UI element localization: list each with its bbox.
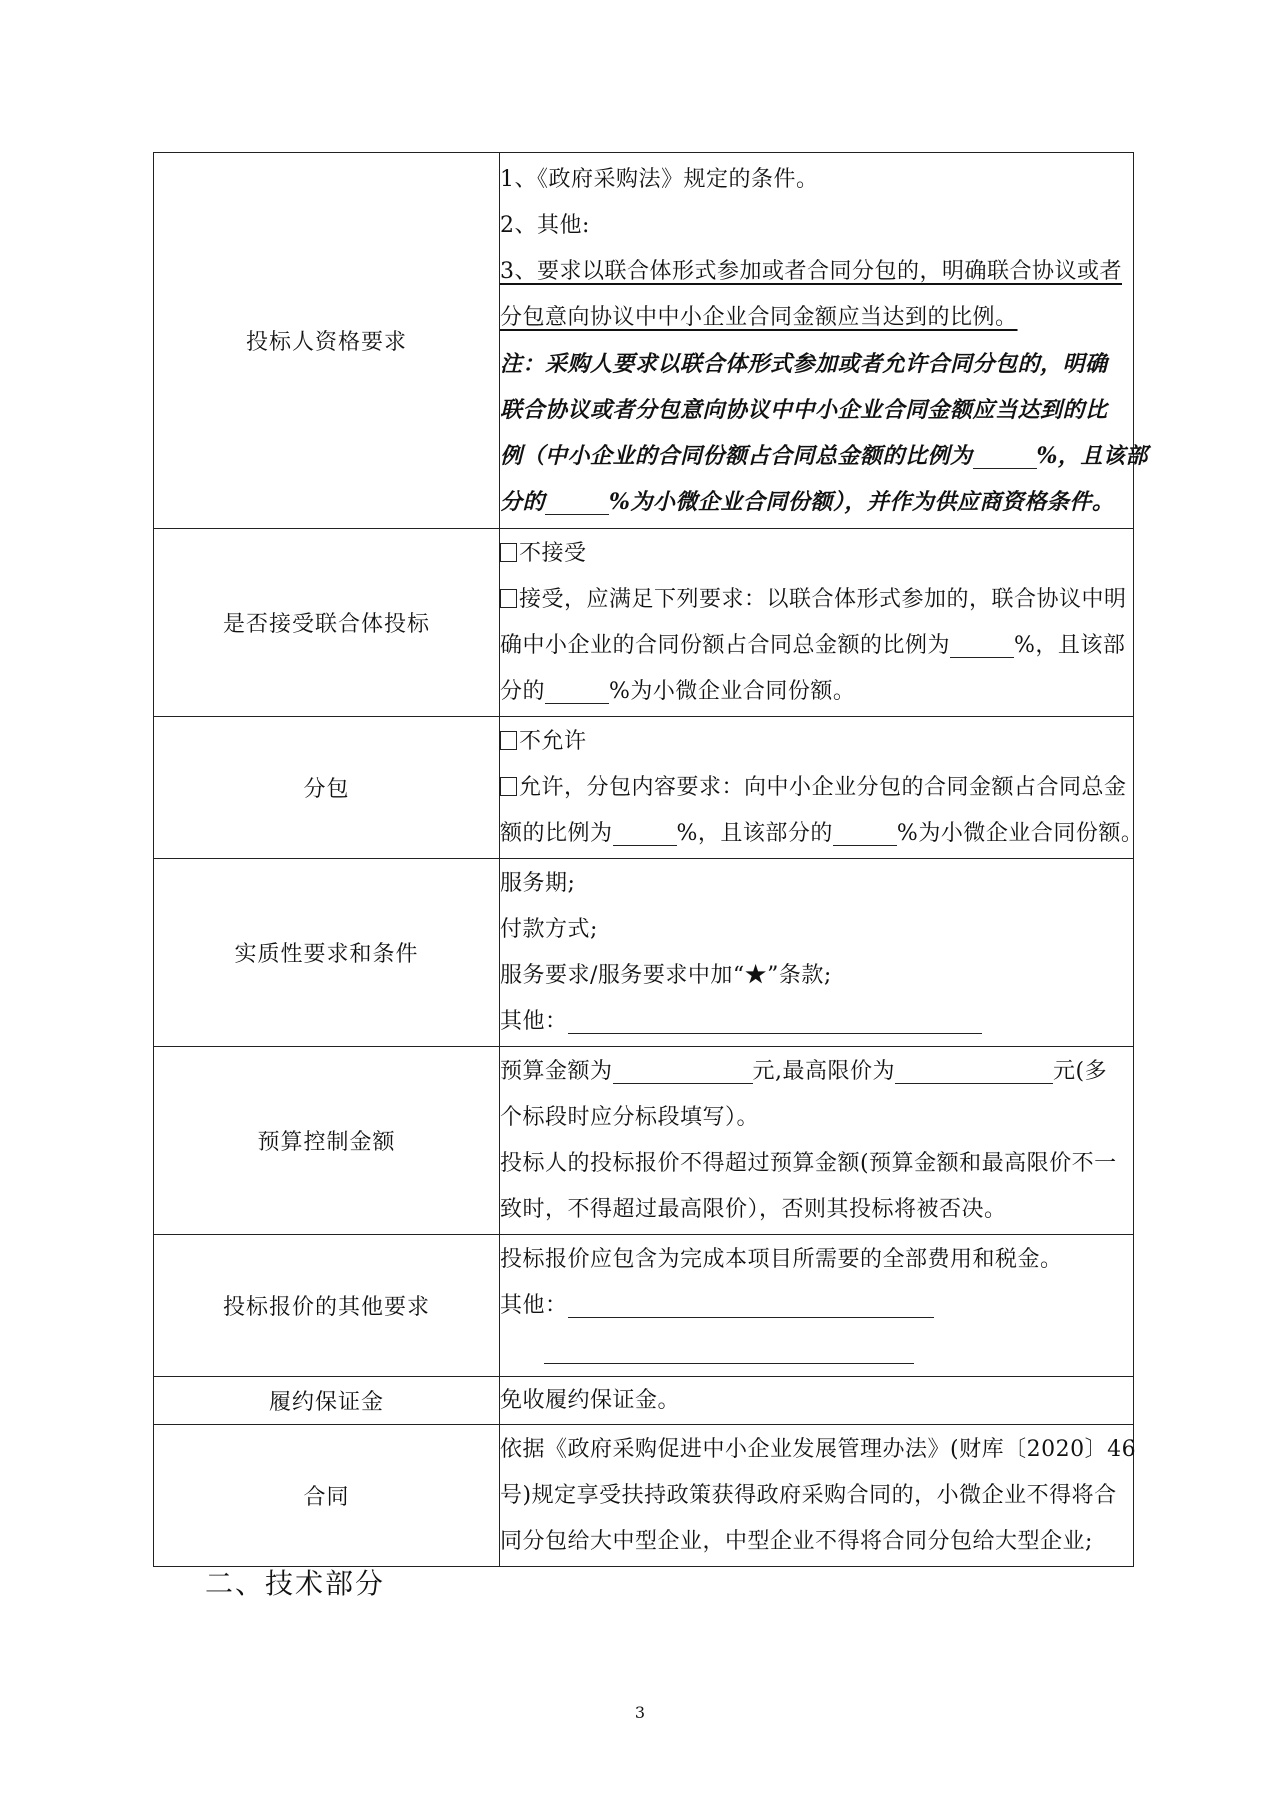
text-line: 服务要求/服务要求中加“★”条款; [500,962,832,988]
table-row [154,717,1134,859]
text-line: 1、《政府采购法》规定的条件。 [500,166,819,192]
option-text: 接受，应满足下列要求：以联合体形式参加的，联合协议中明 [519,586,1127,612]
text-segment: %，且该部 [1014,632,1126,658]
option-line [500,577,1133,623]
table-row [154,1425,1134,1567]
table-row [154,1377,1134,1425]
text-line: 个标段时应分标段填写）。 [500,1104,760,1130]
option-line [500,719,1133,765]
fill-blank [895,1059,1053,1084]
text-line [500,811,1144,857]
row-content-substantive [500,859,1134,1047]
option-text: 不允许 [519,728,587,754]
option-line [500,765,1133,811]
row-content-qualification [500,153,1148,529]
text-line: 付款方式; [500,916,598,942]
option-line [500,531,1133,577]
option-text: 允许，分包内容要求：向中小企业分包的合同金额占合同总金 [519,774,1127,800]
text-line: 致时，不得超过最高限价），否则其投标将被否决。 [500,1196,1007,1222]
checkbox-icon [500,589,517,608]
row-label-substantive: 实质性要求和条件 [154,859,500,1047]
fill-blank [833,821,897,846]
row-content-consortium [500,529,1134,717]
note-text: 分的 [500,488,546,515]
fill-blank [973,444,1037,469]
row-content-contract [500,1425,1137,1567]
row-label-contract: 合同 [154,1425,500,1567]
table-row [154,529,1134,717]
row-content-performance-bond [500,1377,1134,1425]
row-content-quote-other [500,1235,1134,1377]
underlined-text-line: 分包意向协议中中小企业合同金额应当达到的比例。 [500,304,1018,330]
row-content-budget [500,1047,1134,1235]
fill-blank [545,490,609,515]
table-row [154,1047,1134,1235]
fill-blank [613,1059,753,1084]
row-label-consortium: 是否接受联合体投标 [154,529,500,717]
note-line [500,479,1133,525]
fill-blank [950,633,1014,658]
text-segment: 确中小企业的合同份额占合同总金额的比例为 [500,632,951,658]
text-line [500,999,1133,1045]
text-segment: 元,最高限价为 [752,1058,896,1084]
row-label-qualification: 投标人资格要求 [154,153,500,529]
checkbox-icon [500,543,517,562]
row-content-subcontract [500,717,1144,859]
text-line [500,1329,1133,1375]
text-segment: 元(多 [1053,1058,1108,1084]
text-line: 投标报价应包含为完成本项目所需要的全部费用和税金。 [500,1246,1063,1272]
row-label-performance-bond: 履约保证金 [154,1377,500,1425]
text-line: 同分包给大中型企业，中型企业不得将合同分包给大型企业; [500,1528,1093,1554]
fill-blank [613,821,677,846]
text-line: 2、其他: [500,212,590,238]
text-segment: 其他： [500,1292,568,1318]
text-line [500,669,1133,715]
table-row [154,153,1134,529]
text-segment: %为小微企业合同份额。 [609,678,856,704]
note-text: %，且该部 [1036,442,1148,469]
option-text: 不接受 [519,540,587,566]
fill-blank [568,1293,934,1318]
section-title: 二、技术部分 [205,1567,386,1600]
checkbox-icon [500,731,517,750]
row-label-quote-other: 投标报价的其他要求 [154,1235,500,1377]
text-line: 服务期; [500,870,576,896]
fill-blank [544,1339,914,1364]
text-segment: %，且该部分的 [676,820,833,846]
text-line [500,1049,1133,1095]
fill-blank [568,1009,982,1034]
row-label-budget: 预算控制金额 [154,1047,500,1235]
text-line [500,623,1133,669]
table-row [154,859,1134,1047]
row-label-subcontract: 分包 [154,717,500,859]
note-text: %为小微企业合同份额），并作为供应商资格条件。 [609,488,1115,515]
checkbox-icon [500,777,517,796]
note-line: 注：采购人要求以联合体形式参加或者允许合同分包的，明确 [500,350,1108,377]
fill-blank [545,679,609,704]
note-line: 联合协议或者分包意向协议中中小企业合同金额应当达到的比 [500,396,1108,423]
requirements-table [153,152,1148,1567]
page-number: 3 [634,1703,646,1722]
note-line [500,433,1148,479]
text-segment: 额的比例为 [500,820,613,846]
text-segment: 预算金额为 [500,1058,613,1084]
text-segment: %为小微企业合同份额。 [896,820,1144,846]
text-line: 依据《政府采购促进中小企业发展管理办法》(财库〔2020〕46 [500,1436,1137,1462]
text-segment: 其他： [500,1008,568,1034]
text-line: 号)规定享受扶持政策获得政府采购合同的，小微企业不得将合 [500,1482,1117,1508]
table-row [154,1235,1134,1377]
underlined-text-line: 3、要求以联合体形式参加或者合同分包的，明确联合协议或者 [500,258,1122,284]
text-line [500,1283,1133,1329]
text-segment: 分的 [500,678,546,704]
text-line: 投标人的投标报价不得超过预算金额(预算金额和最高限价不一 [500,1150,1117,1176]
note-text: 例（中小企业的合同份额占合同总金额的比例为 [500,442,973,469]
text-line: 免收履约保证金。 [500,1387,681,1413]
